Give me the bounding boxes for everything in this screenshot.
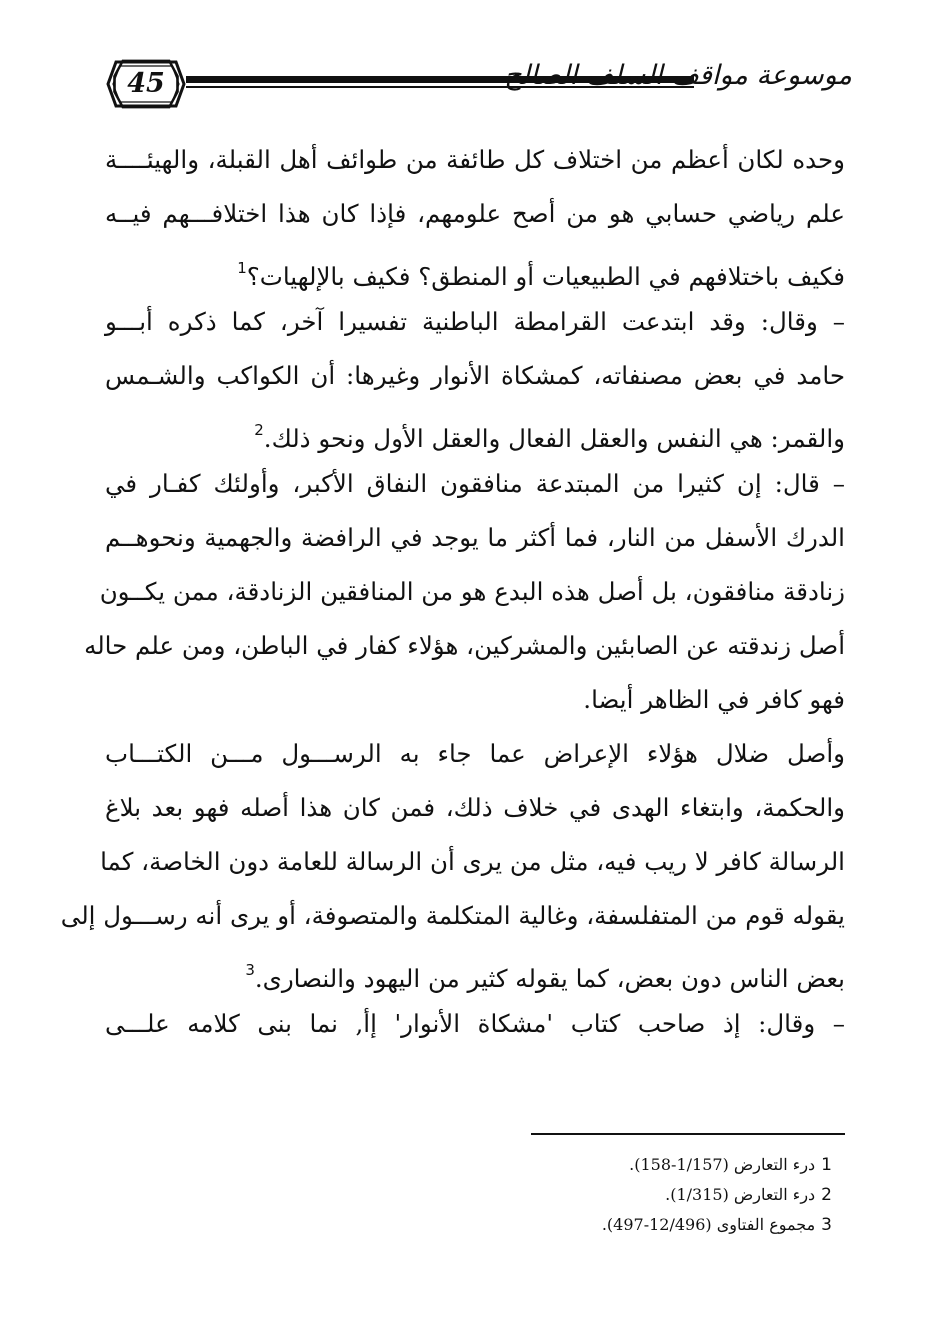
footnote-ref-3: 3 <box>245 961 255 979</box>
footnote-number: 3 <box>821 1215 832 1235</box>
text-line-17: – وقال: إذ صاحب كتاب 'مشكاة الأنوار' إأ, نما بنى كلامه علـــى <box>105 1009 845 1038</box>
text-line-2: علم رياضي حسابي هو من أصح علومهم، فإذا كان هذا اختلافـــهم فيــه <box>105 199 845 228</box>
footnote-separator <box>531 1133 845 1135</box>
footnote-3 <box>420 1210 832 1240</box>
page-header <box>100 46 852 122</box>
text-line-14: الرسالة كافر لا ريب فيه، مثل من يرى أن الرسالة للعامة دون الخاصة، كما <box>100 847 845 876</box>
text-line-16 <box>105 943 845 997</box>
book-title: موسوعة مواقف السلف الصالح <box>504 60 852 91</box>
footnote-number: 2 <box>821 1185 832 1205</box>
body-text <box>60 133 845 1051</box>
text-line-15: يقوله قوم من المتفلسفة، وغالية المتكلمة والمتصوفة، أو يرى أنه رســـول إلى <box>60 901 845 930</box>
text-line-10: أصل زندقته عن الصابئين والمشركين، هؤلاء كفار في الباطن، ومن علم حاله <box>84 631 845 660</box>
text-line-7: – قال: إن كثيرا من المبتدعة منافقون النفاق الأكبر، وأولئك كفـار في <box>105 469 845 498</box>
footnote-1 <box>420 1150 832 1180</box>
text-line-1: وحده لكان أعظم من اختلاف كل طائفة من طوائف أهل القبلة، والهيئــــة <box>105 145 845 174</box>
text-line-8: الدرك الأسفل من النار، فما أكثر ما يوجد في الرافضة والجهمية ونحوهــم <box>105 523 845 552</box>
page-number-badge <box>100 46 192 122</box>
text-line-6-text: والقمر: هي النفس والعقل الفعال والعقل الأول ونحو ذلك. <box>263 424 845 453</box>
text-line-12: وأصل ضلال هؤلاء الإعراض عما جاء به الرســـول مـــن الكتـــاب <box>105 739 845 768</box>
text-line-9: زنادقة منافقون، بل أصل هذه البدع هو من المنافقين الزنادقة، ممن يكــون <box>99 577 845 606</box>
page-number: 45 <box>127 68 165 99</box>
text-line-3 <box>105 241 845 295</box>
text-line-3-text: فكيف باختلافهم في الطبيعيات أو المنطق؟ فكيف بالإلهيات؟ <box>246 262 845 291</box>
footnote-text: مجموع الفتاوى (12/496-497). <box>601 1215 816 1234</box>
footnote-text: درء التعارض (1/315). <box>665 1185 816 1204</box>
footnote-ref-2: 2 <box>254 421 264 439</box>
footnote-number: 1 <box>821 1155 832 1175</box>
footnotes <box>420 1150 832 1240</box>
text-line-11: فهو كافر في الظاهر أيضا. <box>583 685 845 714</box>
footnote-text: درء التعارض (1/157-158). <box>629 1155 816 1174</box>
footnote-2 <box>420 1180 832 1210</box>
footnote-ref-1: 1 <box>237 259 247 277</box>
text-line-4: – وقال: وقد ابتدعت القرامطة الباطنية تفسيرا آخر، كما ذكره أبـــو <box>105 307 845 336</box>
text-line-5: حامد في بعض مصنفاته، كمشكاة الأنوار وغيرها: أن الكواكب والشـمس <box>105 361 845 390</box>
text-line-16-text: بعض الناس دون بعض، كما يقوله كثير من اليهود والنصارى. <box>254 964 845 993</box>
text-line-13: والحكمة، وابتغاء الهدى في خلاف ذلك، فمن كان هذا أصله فهو بعد بلاغ <box>105 793 845 822</box>
text-line-6 <box>105 403 845 457</box>
